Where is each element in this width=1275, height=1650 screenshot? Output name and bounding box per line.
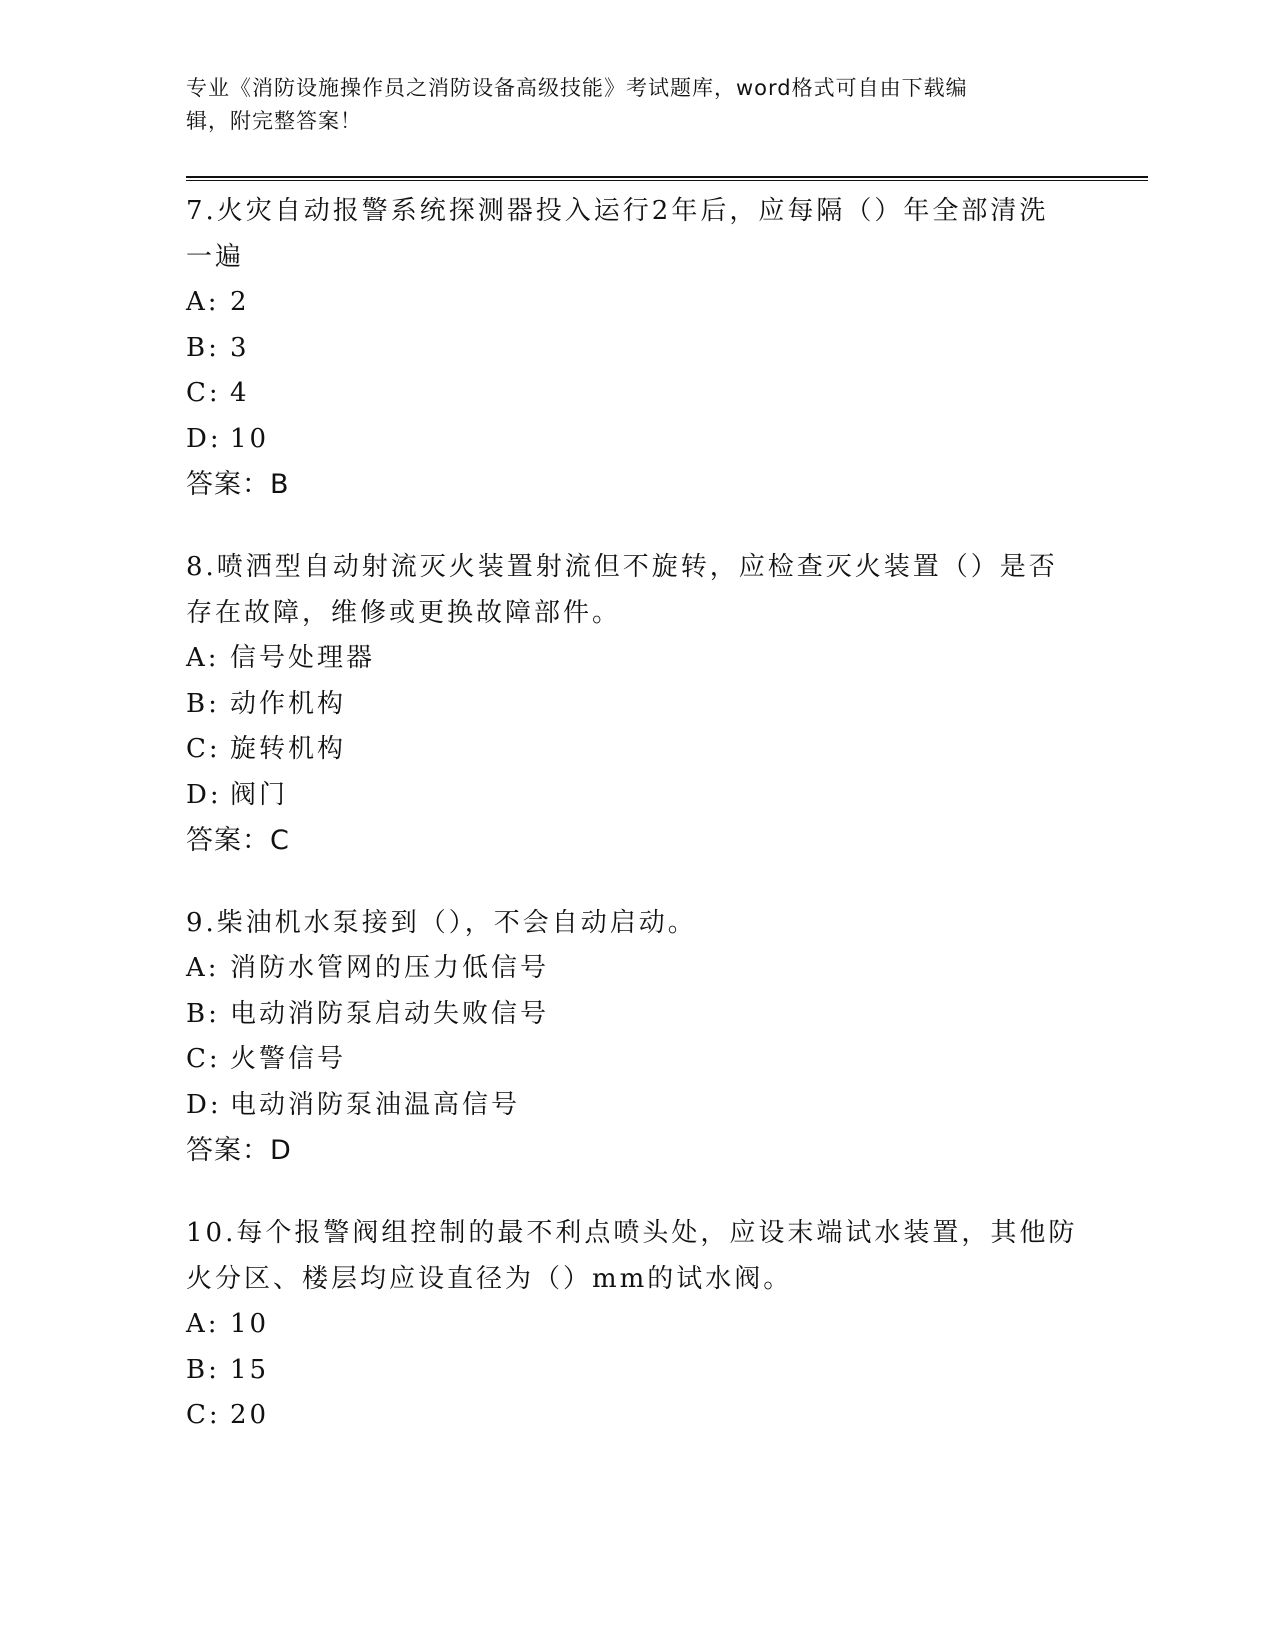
option-key: D:	[186, 423, 222, 454]
option-b	[186, 1348, 1066, 1394]
option-key: A:	[186, 953, 220, 983]
option-text: 电动消防泵启动失败信号	[230, 998, 550, 1029]
option-key: D:	[186, 1089, 222, 1120]
option-key: B:	[186, 998, 220, 1029]
option-a	[186, 636, 1066, 682]
option-text: 火警信号	[230, 1044, 347, 1074]
option-text: 电动消防泵油温高信号	[230, 1089, 521, 1120]
option-text: 旋转机构	[230, 734, 347, 764]
option-key: B:	[186, 1354, 220, 1385]
question-8	[186, 544, 1066, 863]
question-text-line: 10.每个报警阀组控制的最不利点喷头处，应设末端试水装置，其他防	[186, 1218, 1078, 1248]
option-d	[186, 773, 1066, 819]
option-key: A:	[186, 643, 220, 673]
option-key: C:	[186, 734, 221, 764]
document-header	[186, 72, 1066, 138]
option-c	[186, 1393, 1066, 1439]
question-text-line: 8.喷洒型自动射流灭火装置射流但不旋转，应检查灭火装置（）是否	[186, 552, 1058, 582]
option-text: 10	[230, 423, 270, 454]
question-list	[186, 188, 1078, 1476]
answer-line: 答案：C	[186, 825, 290, 856]
option-text: 动作机构	[230, 688, 347, 719]
header-line-2: 辑，附完整答案！	[186, 109, 362, 133]
question-7	[186, 188, 1066, 507]
question-text-line: 9.柴油机水泵接到（），不会自动启动。	[186, 908, 697, 938]
option-d	[186, 1083, 1066, 1129]
option-key: C:	[186, 1400, 221, 1430]
option-key: A:	[186, 287, 220, 317]
option-text: 信号处理器	[230, 643, 376, 673]
option-text: 4	[230, 378, 250, 408]
option-text: 20	[230, 1400, 270, 1430]
option-key: C:	[186, 1044, 221, 1074]
option-d	[186, 417, 1066, 463]
option-a	[186, 280, 1066, 326]
question-text-line: 7.火灾自动报警系统探测器投入运行2年后，应每隔（）年全部清洗	[186, 196, 1049, 226]
option-c	[186, 371, 1066, 417]
option-key: C:	[186, 378, 221, 408]
answer-line: 答案：D	[186, 1135, 292, 1166]
option-c	[186, 727, 1066, 773]
question-9	[186, 900, 1066, 1173]
question-text-line: 一遍	[186, 242, 245, 272]
header-divider	[186, 176, 1148, 181]
question-text-line: 火分区、楼层均应设直径为（）mm的试水阀。	[186, 1264, 793, 1294]
option-text: 10	[230, 1309, 270, 1339]
option-b	[186, 992, 1066, 1038]
header-line-1: 专业《消防设施操作员之消防设备高级技能》考试题库，word格式可自由下载编	[186, 76, 968, 100]
option-key: B:	[186, 332, 220, 363]
option-key: D:	[186, 779, 222, 810]
option-text: 阀门	[230, 779, 289, 810]
option-text: 3	[230, 332, 250, 363]
option-a	[186, 1302, 1066, 1348]
option-b	[186, 682, 1066, 728]
option-text: 2	[230, 287, 250, 317]
question-text-line: 存在故障，维修或更换故障部件。	[186, 598, 622, 628]
option-b	[186, 326, 1066, 372]
option-c	[186, 1037, 1066, 1083]
option-text: 消防水管网的压力低信号	[230, 953, 550, 983]
option-a	[186, 946, 1066, 992]
option-text: 15	[230, 1354, 270, 1385]
question-10	[186, 1210, 1078, 1439]
answer-line: 答案：B	[186, 469, 290, 500]
option-key: A:	[186, 1309, 220, 1339]
option-key: B:	[186, 688, 220, 719]
